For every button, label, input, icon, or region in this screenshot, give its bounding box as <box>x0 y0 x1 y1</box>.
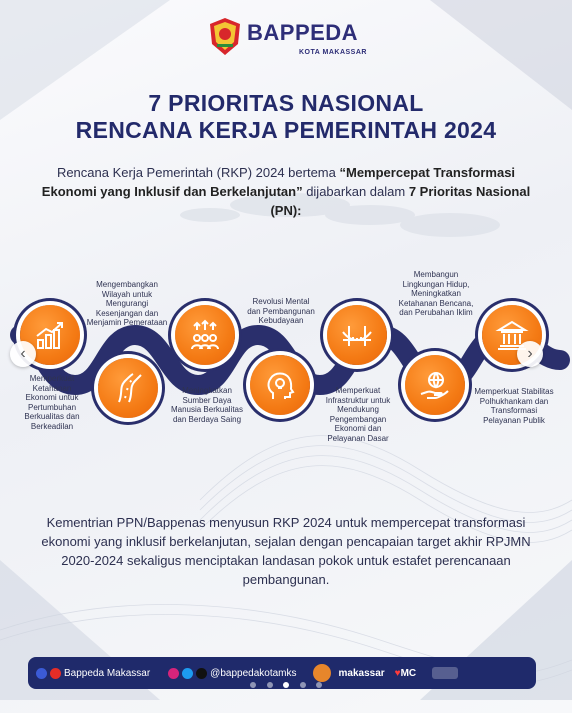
logo-title: BAPPEDA <box>247 20 359 45</box>
chevron-left-icon: ‹ <box>20 345 26 362</box>
priority-circle-3 <box>175 305 235 365</box>
carousel-indicator <box>250 682 322 690</box>
mc-badge-label: MC <box>400 667 417 679</box>
priority-label-2: Mengembangkan Wilayah untuk Mengurangi Kesenjangan dan Menjamin Pemerataan <box>86 280 168 328</box>
page-title-line1: 7 PRIORITAS NASIONAL <box>148 90 424 116</box>
carousel-dot-active[interactable] <box>283 682 289 688</box>
priority-circle-5 <box>327 305 387 365</box>
people-growth-icon <box>188 318 222 352</box>
intro-theme: “Mempercepat Transformasi Ekonomi yang Inklusif dan Berkelanjutan” <box>41 165 516 199</box>
intro-text-2: dijabarkan dalam <box>302 184 409 199</box>
priority-label-1: Memperkuat Ketahanan Ekonomi untuk Pertumbuhan Berkualitas dan Berkeadilan <box>24 374 80 431</box>
carousel-dot[interactable] <box>267 682 273 688</box>
bridge-icon <box>340 318 374 352</box>
priority-label-3: Meningkatkan Sumber Daya Manusia Berkualitas dan Berdaya Saing <box>170 386 244 424</box>
carousel-dot[interactable] <box>250 682 256 688</box>
youtube-icon <box>50 668 61 679</box>
facebook-icon <box>36 668 47 679</box>
instagram-icon <box>168 668 179 679</box>
makassar-badge: makassar <box>338 667 385 679</box>
outro-paragraph: Kementrian PPN/Bappenas menyusun RKP 2024 untuk mempercepat transformasi ekonomi yang inklusif berkelanjutan, sejalan dengan pencapaian target akhir RPJMN 2020-2024 sekaligus menciptakan landasan pokok untuk estafet perencanaan pembangunan. <box>41 515 531 587</box>
growth-chart-icon <box>33 318 67 352</box>
heart-icon: ♥ <box>394 667 401 679</box>
mc-badge <box>395 668 417 679</box>
page-title-line2: RENCANA KERJA PEMERINTAH 2024 <box>75 117 497 143</box>
campaign-logo-icon <box>432 667 458 679</box>
carousel-prev-button[interactable] <box>10 341 36 367</box>
priority-label-5: Memperkuat Infrastruktur untuk Mendukung Pengembangan Ekonomi dan Pelayanan Dasar <box>325 386 391 443</box>
carousel-dot[interactable] <box>316 682 322 688</box>
priority-label-6: Membangun Lingkungan Hidup, Meningkatkan Ketahanan Bencana, dan Perubahan Iklim <box>398 270 474 318</box>
priority-circle-4 <box>250 355 310 415</box>
road-icon <box>111 371 145 405</box>
footer-handle: @bappedakotamks <box>210 667 297 679</box>
emblem-badge-icon <box>313 664 331 682</box>
priority-label-4: Revolusi Mental dan Pembangunan Kebudayaan <box>247 297 315 326</box>
head-bulb-icon <box>263 368 297 402</box>
carousel-next-button[interactable] <box>517 341 543 367</box>
logo-subtitle: KOTA MAKASSAR <box>299 49 367 56</box>
globe-hand-icon <box>418 368 452 402</box>
footer-account-name: Bappeda Makassar <box>64 667 151 679</box>
priority-label-7: Memperkuat Stabilitas Polhukhankam dan Transformasi Pelayanan Publik <box>474 387 554 425</box>
carousel-dot[interactable] <box>300 682 306 688</box>
tiktok-icon <box>196 668 207 679</box>
priority-circle-2 <box>98 358 158 418</box>
priority-circle-6 <box>405 355 465 415</box>
intro-pn: 7 Prioritas Nasional (PN): <box>270 184 531 218</box>
intro-text: Rencana Kerja Pemerintah (RKP) 2024 bertema <box>56 165 340 180</box>
twitter-icon <box>182 668 193 679</box>
chevron-right-icon: › <box>527 345 533 362</box>
